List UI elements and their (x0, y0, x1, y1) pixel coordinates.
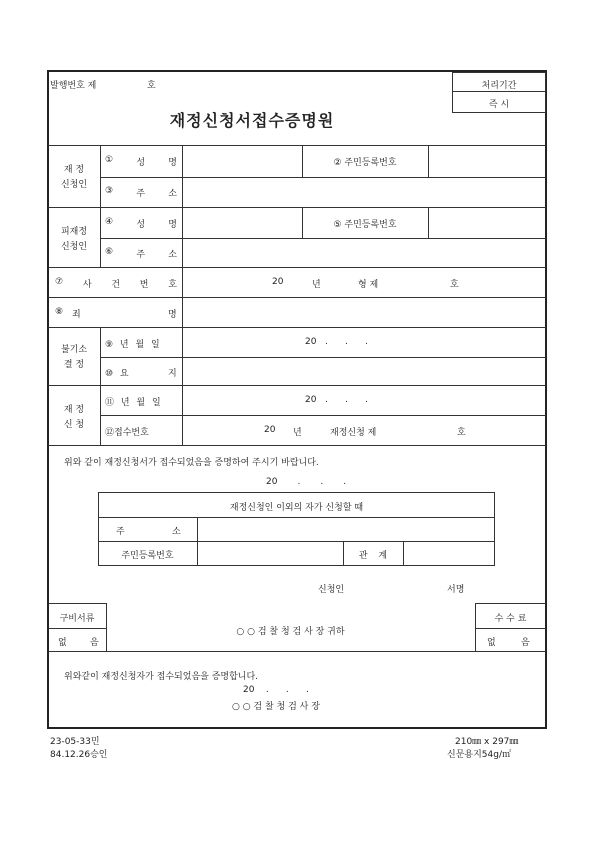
charge-label-a: 죄 (72, 310, 81, 320)
case-kind: 형 제 (358, 280, 379, 290)
dismissal-summary-label: ⑩ 요 (105, 369, 129, 379)
applicant-name-label: ① 성 명 (105, 155, 177, 168)
approval-date: 84.12.26승인 (50, 750, 108, 760)
fee-value-a: 없 (487, 638, 496, 648)
sign-label: 서명 (447, 585, 465, 595)
dismissal-group-label: 불기소 결 정 (60, 345, 88, 370)
certificate-issuer: ○ ○ 검 찰 청 검 사 장 (232, 702, 320, 712)
documents-value-b: 음 (90, 638, 99, 648)
paper-type: 신문용지54g/㎡ (447, 750, 511, 760)
other-idno-label: 주민등록번호 (121, 551, 174, 561)
applicant-label: 신청인 (318, 585, 345, 595)
fee-value-b: 음 (521, 638, 530, 648)
case-number-label: ⑦ 사 건 번 호 (55, 277, 177, 290)
receipt-kind: 재정신청 제 (330, 428, 377, 438)
other-address-label-b: 소 (172, 527, 181, 537)
respondent-address-label: ⑥ 주 소 (105, 247, 177, 260)
case-suffix: 호 (450, 280, 459, 290)
paper-size: 210㎜ x 297㎜ (455, 737, 519, 747)
form-number: 23-05-33민 (50, 737, 100, 747)
application-group-label: 재 정 신 청 (63, 405, 85, 430)
dismissal-date-value: 20 . . . (305, 337, 368, 347)
case-year-label: 년 (312, 280, 321, 290)
issue-number-label: 발행번호 제 (50, 81, 97, 91)
addressee: ○ ○ 검 찰 청 검 사 장 귀하 (236, 627, 345, 637)
charge-label-b: 명 (168, 310, 177, 320)
request-text: 위와 같이 재정신청서가 접수되었음을 증명하여 주시기 바랍니다. (64, 458, 319, 468)
fee-label: 수 수 료 (494, 614, 527, 624)
applicant-idno-label: ② 주민등록번호 (333, 158, 397, 168)
respondent-group-label: 피재정 신청인 (60, 227, 88, 252)
other-address-label-a: 주 (116, 527, 125, 537)
issue-number-suffix: 호 (147, 81, 156, 91)
processing-period-label: 처리기간 (481, 81, 517, 91)
processing-period-value: 즉 시 (488, 100, 510, 110)
receipt-suffix: 호 (457, 428, 466, 438)
applicant-address-label: ③ 주 소 (105, 186, 177, 199)
respondent-name-label: ④ 성 명 (105, 217, 177, 230)
dismissal-date-label: ⑨ 년 월 일 (105, 340, 160, 350)
documents-label: 구비서류 (59, 614, 95, 624)
applicant-group-label: 재 정 신청인 (60, 165, 88, 190)
page-title: 재정신청서접수증명원 (169, 111, 335, 130)
receipt-year: 20 (264, 425, 276, 435)
request-date: 20 . . . (266, 477, 347, 487)
documents-value-a: 없 (58, 638, 67, 648)
dismissal-summary-label-b: 지 (168, 369, 177, 379)
application-date-label: ⑪ 년 월 일 (105, 398, 161, 408)
relation-label: 관 계 (358, 551, 388, 561)
certificate-text: 위와같이 재정신청자가 접수되었음을 증명합니다. (64, 672, 259, 682)
respondent-idno-label: ⑤ 주민등록번호 (333, 220, 397, 230)
receipt-number-label: ⑫접수번호 (105, 428, 149, 438)
charge-num: ⑧ (55, 307, 64, 317)
case-year-prefix: 20 (272, 277, 284, 287)
certificate-date: 20 . . . (243, 685, 309, 695)
receipt-year-label: 년 (293, 428, 302, 438)
application-date-value: 20 . . . (305, 395, 368, 405)
other-applicant-title: 재정신청인 이외의 자가 신청할 때 (229, 503, 364, 513)
